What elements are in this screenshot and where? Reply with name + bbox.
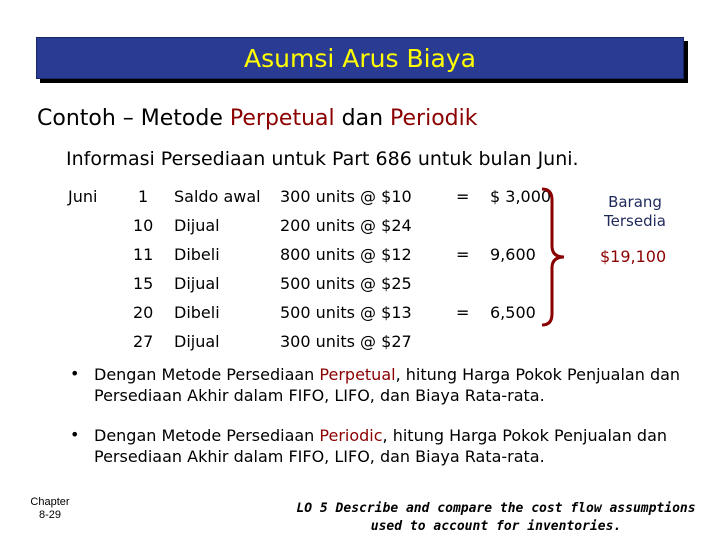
row-day: 11 bbox=[133, 245, 154, 264]
learning-objective bbox=[282, 500, 710, 536]
row-equals: = bbox=[456, 187, 470, 206]
bullet-pre: Dengan Metode Persediaan bbox=[94, 365, 320, 384]
row-units: 800 units @ $12 bbox=[280, 245, 412, 264]
chapter-line2: 8-29 bbox=[38, 509, 62, 521]
goods-available-total: $19,100 bbox=[600, 247, 667, 266]
row-equals: = bbox=[456, 245, 470, 264]
row-type: Dibeli bbox=[174, 245, 220, 264]
chapter-line1: Chapter bbox=[30, 496, 70, 508]
row-day: 20 bbox=[133, 303, 154, 322]
bullet-icon: • bbox=[70, 425, 80, 444]
row-type: Saldo awal bbox=[174, 187, 261, 206]
bullet-method: Periodic bbox=[319, 426, 383, 445]
info-heading: Informasi Persediaan untuk Part 686 untuk bulan Juni. bbox=[66, 148, 579, 170]
title-banner bbox=[36, 37, 684, 79]
row-day: 10 bbox=[133, 216, 154, 235]
slide-subtitle bbox=[37, 106, 477, 131]
chapter-label bbox=[18, 496, 82, 522]
row-units: 500 units @ $25 bbox=[280, 274, 412, 293]
bullet-post: , hitung Harga Pokok Penjualan dan Persediaan Akhir dalam FIFO, LIFO, dan Biaya Rata-rata. bbox=[94, 365, 681, 405]
row-units: 300 units @ $27 bbox=[280, 332, 412, 351]
bullet-pre: Dengan Metode Persediaan bbox=[94, 426, 320, 445]
row-day: 27 bbox=[133, 332, 154, 351]
goods-available-line2: Tersedia bbox=[604, 212, 666, 230]
bullet-text bbox=[94, 425, 704, 467]
row-type: Dijual bbox=[174, 216, 220, 235]
bullet-post: , hitung Harga Pokok Penjualan dan Persediaan Akhir dalam FIFO, LIFO, dan Biaya Rata-rata. bbox=[94, 426, 668, 466]
curly-brace-icon bbox=[538, 186, 572, 328]
lo-line1: LO 5 Describe and compare the cost flow assumptions bbox=[296, 501, 696, 516]
row-equals: = bbox=[456, 303, 470, 322]
row-amount: $ 3,000 bbox=[490, 187, 552, 206]
bullet-icon: • bbox=[70, 364, 80, 383]
row-units: 300 units @ $10 bbox=[280, 187, 412, 206]
subtitle-perpetual: Perpetual bbox=[229, 106, 335, 131]
bullet-text bbox=[94, 364, 704, 406]
row-day: 1 bbox=[138, 187, 149, 206]
bullet-method: Perpetual bbox=[319, 365, 396, 384]
row-units: 500 units @ $13 bbox=[280, 303, 412, 322]
row-amount: 6,500 bbox=[490, 303, 536, 322]
row-day: 15 bbox=[133, 274, 154, 293]
row-type: Dibeli bbox=[174, 303, 220, 322]
row-amount: 9,600 bbox=[490, 245, 536, 264]
subtitle-prefix: Contoh – Metode bbox=[37, 106, 230, 131]
subtitle-periodik: Periodik bbox=[390, 106, 478, 131]
subtitle-mid: dan bbox=[334, 106, 391, 131]
row-units: 200 units @ $24 bbox=[280, 216, 412, 235]
month-label: Juni bbox=[68, 187, 98, 206]
slide-title: Asumsi Arus Biaya bbox=[244, 43, 476, 73]
row-type: Dijual bbox=[174, 274, 220, 293]
row-type: Dijual bbox=[174, 332, 220, 351]
lo-line2: used to account for inventories. bbox=[370, 519, 622, 534]
goods-available-line1: Barang bbox=[608, 193, 662, 211]
goods-available-label bbox=[582, 193, 688, 231]
